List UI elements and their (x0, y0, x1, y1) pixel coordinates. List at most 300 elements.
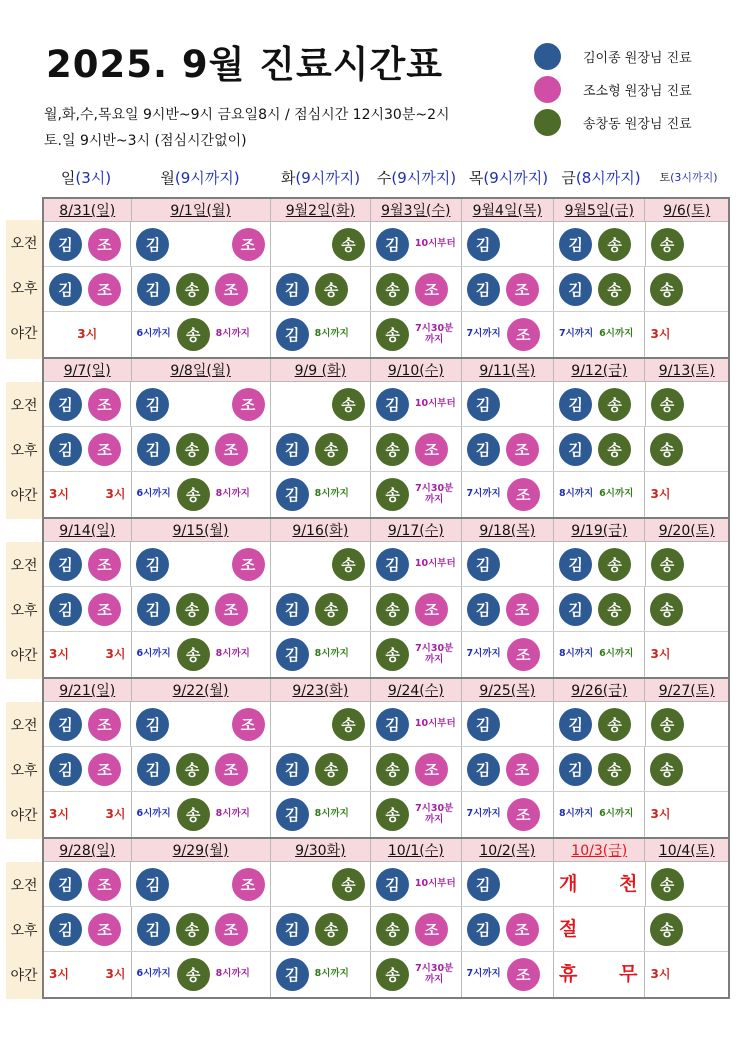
doctor-badge-kim: 김 (136, 228, 169, 261)
schedule-cell-sun-am (44, 382, 131, 426)
schedule-cell-sun-pm (44, 907, 132, 951)
doctor-badge-song: 송 (598, 708, 631, 741)
hours-note: 8시까지 (314, 648, 349, 660)
doctor-badge-jo: 조 (88, 548, 121, 581)
spacer (6, 519, 42, 542)
doctor-badge-jo: 조 (88, 708, 121, 741)
schedule-cell-fri-am (554, 702, 645, 746)
doctor-badge-jo: 조 (88, 228, 121, 261)
slot-label-pm: 오후 (10, 280, 38, 297)
schedule-cell-sun-pm (44, 267, 132, 311)
doctor-legend (534, 40, 692, 139)
schedule-cell-sat-am (646, 702, 728, 746)
date-cell-sat: 9/6(토) (663, 203, 711, 219)
slot-row-night (44, 952, 728, 997)
hours-info-weekend: 토.일 9시반~3시 (점심시간없이) (44, 133, 247, 149)
doctor-badge-jo: 조 (415, 753, 448, 786)
doctor-badge-jo: 조 (506, 433, 539, 466)
doctor-badge-kim: 김 (376, 228, 409, 261)
date-cell-sun: 9/28(일) (44, 839, 132, 861)
week-block (6, 359, 730, 519)
doctor-badge-song: 송 (315, 433, 348, 466)
hours-note: 7시까지 (466, 328, 501, 340)
schedule-cell-tue-pm (271, 747, 371, 791)
doctor-badge-song: 송 (177, 638, 210, 671)
schedule-grid (6, 197, 730, 999)
date-cell-sat: 9/20(토) (658, 523, 715, 539)
schedule-cell-thu-pm (462, 587, 554, 631)
day-header-mon: 월 (9시까지) (160, 168, 240, 187)
date-cell-wed: 9월3일(수) (371, 199, 461, 221)
doctor-badge-song: 송 (598, 548, 631, 581)
weekday-header-row (42, 162, 730, 192)
day-header-fri: 금 (8시까지) (561, 168, 641, 187)
doctor-badge-kim: 김 (137, 273, 170, 306)
schedule-cell-mon-pm (132, 267, 271, 311)
doctor-badge-song: 송 (315, 913, 348, 946)
doctor-badge-song: 송 (376, 958, 409, 991)
date-cell-sun: 9/7(일) (44, 359, 132, 381)
doctor-badge-song: 송 (176, 273, 209, 306)
schedule-cell-tue-pm (271, 587, 371, 631)
date-cell-fri: 9월5일(금) (554, 199, 645, 221)
hours-note: 7시까지 (466, 808, 501, 820)
schedule-cell-wed-am (371, 382, 462, 426)
schedule-cell-fri-night (554, 312, 645, 357)
doctor-badge-kim: 김 (467, 868, 500, 901)
date-cell-wed: 9/10(수) (371, 359, 461, 381)
day-header-wed: 수 (9시까지) (376, 168, 457, 187)
doctor-badge-kim: 김 (276, 593, 309, 626)
doctor-badge-jo: 조 (215, 913, 248, 946)
schedule-cell-wed-pm (371, 427, 461, 471)
doctor-badge-jo: 조 (506, 753, 539, 786)
slot-label-column (6, 839, 42, 999)
schedule-cell-mon-night (132, 632, 271, 677)
slot-row-pm (44, 267, 728, 312)
blue-dot-icon (534, 43, 561, 70)
date-cell-sun: 9/14(일) (44, 519, 132, 541)
schedule-cell-sat-pm (645, 907, 728, 951)
date-cell-mon: 9/1일(월) (132, 199, 271, 221)
schedule-cell-wed-pm (371, 267, 461, 311)
slot-label-am: 오전 (10, 235, 38, 252)
week-table (42, 519, 730, 679)
schedule-cell-sat-pm (645, 747, 728, 791)
doctor-badge-song: 송 (332, 708, 365, 741)
schedule-cell-thu-am (462, 702, 554, 746)
doctor-badge-kim: 김 (136, 708, 169, 741)
schedule-cell-fri-night (554, 632, 645, 677)
doctor-badge-song: 송 (376, 798, 409, 831)
doctor-badge-song: 송 (176, 433, 209, 466)
doctor-badge-kim: 김 (376, 548, 409, 581)
doctor-badge-kim: 김 (559, 273, 592, 306)
hours-note: 8시까지 (215, 968, 250, 980)
hours-note (415, 324, 453, 345)
schedule-cell-sun-pm (44, 587, 132, 631)
doctor-badge-kim: 김 (136, 868, 169, 901)
doctor-badge-jo: 조 (506, 273, 539, 306)
doctor-badge-song: 송 (177, 478, 210, 511)
schedule-cell-mon-night (132, 952, 271, 997)
doctor-badge-kim: 김 (276, 638, 309, 671)
doctor-badge-jo: 조 (415, 913, 448, 946)
day-header-thu: 목 (9시까지) (468, 168, 549, 187)
doctor-badge-kim: 김 (276, 753, 309, 786)
slot-label-pm: 오후 (10, 922, 38, 939)
doctor-badge-song: 송 (651, 388, 684, 421)
hours-note: 6시까지 (136, 648, 171, 660)
slot-row-am (44, 222, 728, 267)
hours-note: 6시까지 (599, 648, 634, 660)
legend-label: 송창동 원장님 진료 (583, 117, 692, 132)
doctor-badge-song: 송 (315, 753, 348, 786)
schedule-cell-sun-am (44, 222, 131, 266)
date-cell-fri: 10/3(금) (554, 839, 645, 861)
day-header-tue: 화 (9시까지) (280, 168, 361, 187)
doctor-badge-jo: 조 (507, 798, 540, 831)
doctor-badge-song: 송 (376, 273, 409, 306)
slot-row-am (44, 542, 728, 587)
doctor-badge-jo: 조 (215, 593, 248, 626)
doctor-badge-kim: 김 (559, 433, 592, 466)
doctor-badge-jo: 조 (232, 868, 265, 901)
doctor-badge-song: 송 (332, 868, 365, 901)
schedule-cell-sun-am (44, 542, 131, 586)
hours-note-line: 까지 (424, 813, 444, 825)
schedule-cell-mon-am (131, 382, 270, 426)
doctor-badge-jo: 조 (88, 433, 121, 466)
doctor-badge-jo: 조 (232, 548, 265, 581)
doctor-badge-song: 송 (598, 228, 631, 261)
hours-note: 6시까지 (136, 808, 171, 820)
schedule-cell-thu-am (462, 222, 554, 266)
doctor-badge-song: 송 (376, 478, 409, 511)
hours-note: 6시까지 (136, 488, 171, 500)
schedule-cell-sat-night (645, 792, 728, 837)
doctor-badge-jo: 조 (506, 593, 539, 626)
legend-label: 김이종 원장님 진료 (583, 51, 692, 66)
date-cell-tue: 9/30화) (271, 839, 371, 861)
schedule-cell-mon-night (132, 472, 271, 517)
page-title: 2025. 9월 진료시간표 (46, 43, 443, 86)
doctor-badge-song: 송 (376, 753, 409, 786)
schedule-cell-sun-night (44, 312, 132, 357)
doctor-badge-kim: 김 (559, 228, 592, 261)
doctor-badge-song: 송 (651, 228, 684, 261)
spacer (6, 679, 42, 702)
schedule-cell-sat-am (646, 222, 728, 266)
schedule-cell-mon-pm (132, 427, 271, 471)
date-cell-mon: 9/8일(월) (132, 359, 271, 381)
date-cell-thu: 9/18(목) (462, 519, 554, 541)
date-cell-sat: 9/13(토) (658, 363, 715, 379)
schedule-cell-mon-night (132, 792, 271, 837)
hours-note: 8시까지 (314, 968, 349, 980)
doctor-badge-kim: 김 (49, 913, 82, 946)
slot-row-night (44, 472, 728, 517)
doctor-badge-song: 송 (598, 433, 631, 466)
doctor-badge-song: 송 (376, 593, 409, 626)
hours-note (415, 964, 453, 985)
hours-note: 3시 (650, 806, 671, 821)
schedule-cell-fri-am (554, 862, 645, 906)
schedule-cell-fri-am (554, 222, 645, 266)
doctor-badge-song: 송 (332, 388, 365, 421)
doctor-badge-kim: 김 (136, 388, 169, 421)
hours-note: 8시까지 (559, 648, 594, 660)
hours-note: 10시부터 (414, 237, 456, 249)
doctor-badge-kim: 김 (49, 868, 82, 901)
doctor-badge-kim: 김 (137, 913, 170, 946)
doctor-badge-song: 송 (332, 228, 365, 261)
slot-label-pm: 오후 (10, 442, 38, 459)
hours-note: 7시까지 (466, 648, 501, 660)
schedule-cell-mon-am (131, 222, 270, 266)
doctor-badge-kim: 김 (559, 753, 592, 786)
hours-note: 3시 (49, 646, 69, 661)
doctor-badge-kim: 김 (559, 548, 592, 581)
slot-row-pm (44, 747, 728, 792)
date-row (44, 839, 728, 862)
hours-note: 8시까지 (215, 648, 250, 660)
schedule-cell-tue-night (271, 792, 371, 837)
date-cell-mon: 9/22(월) (132, 679, 271, 701)
schedule-cell-thu-am (462, 382, 554, 426)
date-cell-fri: 9/26(금) (554, 679, 645, 701)
hours-note: 3시 (650, 966, 671, 981)
holiday-text: 휴 (559, 963, 580, 986)
slot-label-night: 야간 (10, 325, 38, 342)
schedule-cell-tue-am (271, 382, 371, 426)
slot-row-pm (44, 427, 728, 472)
schedule-cell-fri-pm (554, 747, 645, 791)
hours-note: 6시까지 (136, 328, 171, 340)
date-cell-tue: 9월2일(화) (271, 199, 371, 221)
doctor-badge-kim: 김 (276, 958, 309, 991)
schedule-cell-sat-pm (645, 267, 728, 311)
schedule-cell-thu-pm (462, 907, 554, 951)
hours-note: 10시부터 (414, 557, 456, 569)
schedule-cell-fri-pm (554, 907, 645, 951)
doctor-badge-kim: 김 (276, 273, 309, 306)
schedule-cell-mon-am (131, 542, 270, 586)
doctor-badge-kim: 김 (376, 868, 409, 901)
date-row (44, 679, 728, 702)
schedule-cell-thu-am (462, 542, 554, 586)
schedule-cell-wed-night (371, 472, 461, 517)
hours-note: 7시까지 (559, 328, 594, 340)
doctor-badge-song: 송 (650, 433, 683, 466)
doctor-badge-song: 송 (315, 593, 348, 626)
hours-note (415, 804, 453, 825)
spacer (6, 359, 42, 382)
schedule-cell-fri-pm (554, 427, 645, 471)
schedule-cell-mon-pm (132, 587, 271, 631)
schedule-cell-sat-night (645, 472, 728, 517)
hours-note: 3시 (650, 646, 671, 661)
doctor-badge-song: 송 (315, 273, 348, 306)
doctor-badge-song: 송 (598, 593, 631, 626)
legend-item-jo (534, 73, 692, 106)
week-block (6, 519, 730, 679)
slot-row-am (44, 862, 728, 907)
hours-note-line: 7시30분 (415, 803, 454, 815)
hours-note-line: 까지 (424, 973, 444, 985)
hours-note-line: 까지 (424, 493, 444, 505)
doctor-badge-kim: 김 (49, 708, 82, 741)
week-table (42, 359, 730, 519)
schedule-cell-mon-am (131, 702, 270, 746)
schedule-cell-tue-am (271, 862, 371, 906)
doctor-badge-jo: 조 (506, 913, 539, 946)
hours-note: 3시 (105, 646, 126, 661)
slot-row-night (44, 792, 728, 837)
doctor-badge-jo: 조 (507, 958, 540, 991)
week-table (42, 197, 730, 359)
doctor-badge-jo: 조 (232, 388, 265, 421)
date-row (44, 199, 728, 222)
doctor-badge-kim: 김 (467, 433, 500, 466)
hours-note-line: 7시30분 (415, 323, 454, 335)
hours-note: 8시까지 (314, 488, 349, 500)
slot-row-pm (44, 907, 728, 952)
schedule-cell-fri-am (554, 542, 645, 586)
schedule-cell-fri-night (554, 792, 645, 837)
holiday-text: 개 (559, 872, 580, 895)
hours-note: 6시까지 (599, 328, 634, 340)
doctor-badge-jo: 조 (232, 228, 265, 261)
doctor-badge-song: 송 (177, 958, 210, 991)
schedule-cell-sat-am (646, 542, 728, 586)
hours-note: 8시까지 (559, 808, 594, 820)
slot-label-column (6, 359, 42, 519)
date-cell-tue: 9/16(화) (271, 519, 371, 541)
date-cell-tue: 9/23(화) (271, 679, 371, 701)
slot-label-pm: 오후 (10, 762, 38, 779)
schedule-cell-sat-night (645, 952, 728, 997)
schedule-cell-fri-am (554, 382, 645, 426)
schedule-cell-wed-night (371, 792, 461, 837)
doctor-badge-song: 송 (598, 273, 631, 306)
doctor-badge-kim: 김 (467, 388, 500, 421)
doctor-badge-jo: 조 (88, 593, 121, 626)
doctor-badge-kim: 김 (276, 913, 309, 946)
doctor-badge-kim: 김 (467, 228, 500, 261)
schedule-cell-sun-night (44, 632, 132, 677)
schedule-cell-thu-am (462, 862, 554, 906)
slot-label-night: 야간 (10, 967, 38, 984)
legend-item-kim (534, 40, 692, 73)
hours-note: 10시부터 (414, 877, 456, 889)
schedule-cell-tue-pm (271, 267, 371, 311)
schedule-cell-tue-pm (271, 907, 371, 951)
slot-row-night (44, 312, 728, 357)
date-cell-thu: 9/11(목) (462, 359, 554, 381)
doctor-badge-song: 송 (376, 913, 409, 946)
hours-note (415, 484, 453, 505)
doctor-badge-song: 송 (177, 798, 210, 831)
doctor-badge-jo: 조 (507, 638, 540, 671)
date-cell-mon: 9/15(월) (132, 519, 271, 541)
slot-label-am: 오전 (10, 397, 38, 414)
date-cell-thu: 10/2(목) (462, 839, 554, 861)
doctor-badge-kim: 김 (467, 753, 500, 786)
doctor-badge-jo: 조 (215, 433, 248, 466)
schedule-cell-sun-am (44, 702, 131, 746)
doctor-badge-jo: 조 (215, 753, 248, 786)
doctor-badge-jo: 조 (507, 318, 540, 351)
hours-note-line: 까지 (424, 333, 444, 345)
hours-note: 8시까지 (215, 488, 250, 500)
hours-note: 3시 (105, 966, 126, 981)
schedule-cell-thu-night (462, 312, 554, 357)
doctor-badge-song: 송 (176, 753, 209, 786)
doctor-badge-jo: 조 (88, 913, 121, 946)
hours-note (415, 644, 453, 665)
date-cell-thu: 9/25(목) (462, 679, 554, 701)
schedule-cell-sat-pm (645, 587, 728, 631)
hours-note-line: 까지 (424, 653, 444, 665)
schedule-cell-wed-night (371, 952, 461, 997)
schedule-cell-fri-pm (554, 587, 645, 631)
doctor-badge-kim: 김 (276, 478, 309, 511)
doctor-badge-kim: 김 (49, 388, 82, 421)
schedule-cell-sun-night (44, 472, 132, 517)
doctor-badge-song: 송 (651, 708, 684, 741)
hours-note: 6시까지 (136, 968, 171, 980)
schedule-cell-sun-am (44, 862, 131, 906)
schedule-cell-wed-am (371, 862, 462, 906)
slot-label-am: 오전 (10, 557, 38, 574)
schedule-cell-sun-pm (44, 747, 132, 791)
schedule-cell-mon-am (131, 862, 270, 906)
schedule-cell-fri-pm (554, 267, 645, 311)
schedule-cell-sat-pm (645, 427, 728, 471)
doctor-badge-jo: 조 (507, 478, 540, 511)
week-table (42, 679, 730, 839)
doctor-badge-jo: 조 (215, 273, 248, 306)
doctor-badge-song: 송 (176, 913, 209, 946)
slot-row-night (44, 632, 728, 677)
doctor-badge-kim: 김 (49, 593, 82, 626)
schedule-cell-wed-pm (371, 747, 461, 791)
doctor-badge-kim: 김 (49, 228, 82, 261)
hours-info-weekday: 월,화,수,목요일 9시반~9시 금요일8시 / 점심시간 12시30분~2시 (44, 107, 450, 123)
doctor-badge-kim: 김 (276, 318, 309, 351)
doctor-badge-song: 송 (376, 318, 409, 351)
hours-note: 6시까지 (599, 808, 634, 820)
schedule-cell-tue-night (271, 952, 371, 997)
schedule-cell-thu-night (462, 632, 554, 677)
hours-note-line: 7시30분 (415, 963, 454, 975)
hours-note: 3시 (105, 806, 126, 821)
doctor-badge-kim: 김 (376, 388, 409, 421)
slot-label-am: 오전 (10, 717, 38, 734)
doctor-badge-kim: 김 (467, 913, 500, 946)
schedule-cell-tue-night (271, 472, 371, 517)
slot-row-am (44, 382, 728, 427)
doctor-badge-song: 송 (598, 388, 631, 421)
pink-dot-icon (534, 76, 561, 103)
schedule-cell-tue-pm (271, 427, 371, 471)
doctor-badge-song: 송 (376, 433, 409, 466)
date-cell-sun: 8/31(일) (44, 199, 132, 221)
schedule-cell-thu-night (462, 952, 554, 997)
doctor-badge-song: 송 (650, 593, 683, 626)
doctor-badge-jo: 조 (415, 433, 448, 466)
